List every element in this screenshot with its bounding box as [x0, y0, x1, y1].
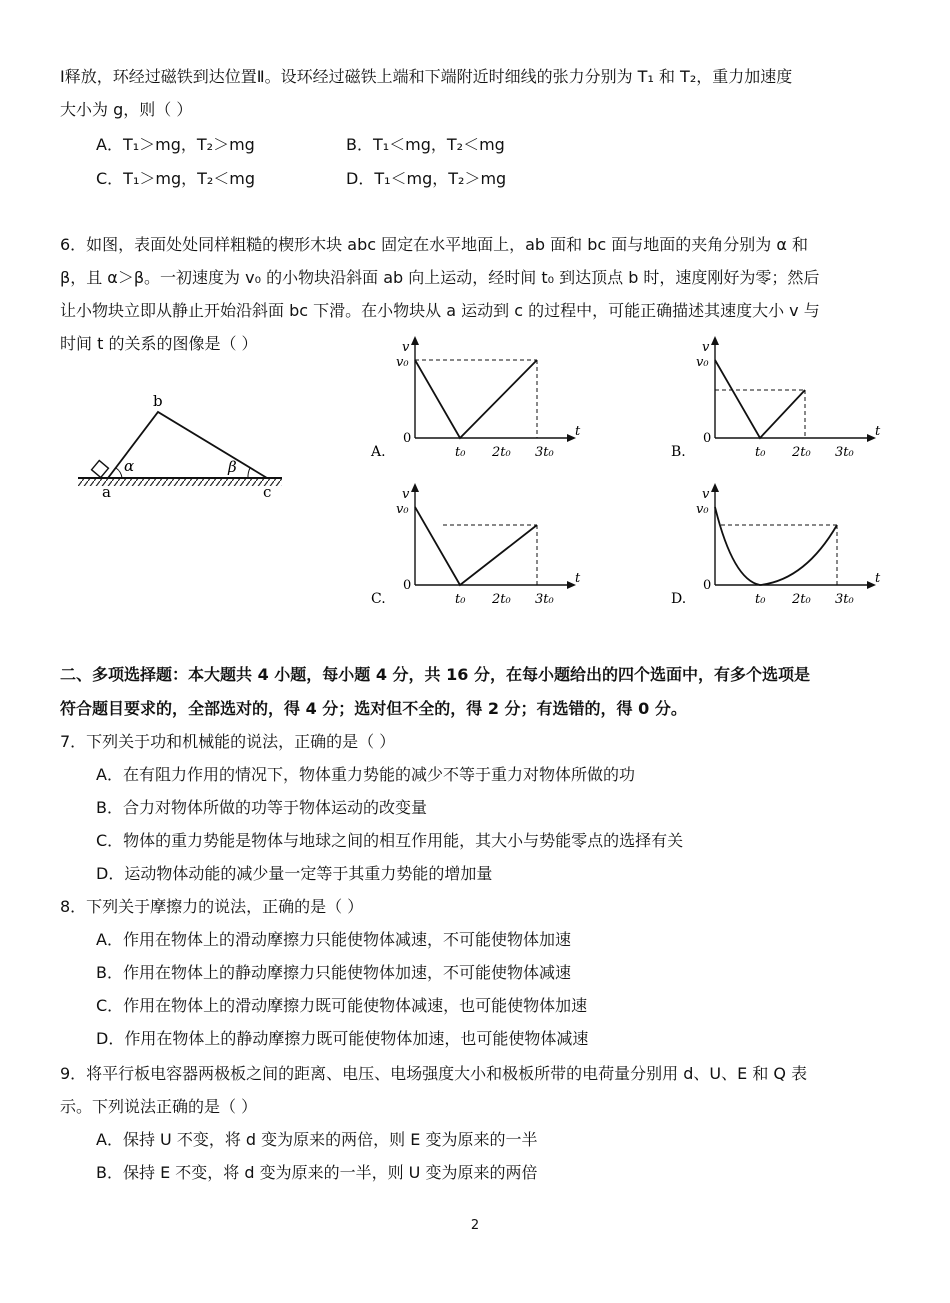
q5-option-d: D．T₁＜mg，T₂＞mg — [346, 169, 507, 188]
axis-v-label: v — [702, 340, 710, 355]
wedge-figure — [70, 385, 290, 505]
axis-t-label: t — [875, 424, 881, 439]
tick-2t0: 2t₀ — [492, 445, 511, 460]
graph-label: B. — [671, 444, 686, 460]
velocity-curve — [415, 507, 537, 585]
label-c: c — [263, 483, 272, 501]
small-block — [92, 461, 109, 478]
q8-option-a: A．作用在物体上的滑动摩擦力只能使物体减速，不可能使物体加速 — [96, 930, 571, 949]
tick-2t0: 2t₀ — [492, 592, 511, 607]
q5-text-line2: 大小为 g，则（ ） — [60, 100, 193, 119]
alpha-arc — [116, 468, 122, 478]
q8-option-b: B．作用在物体上的静动摩擦力只能使物体加速，不可能使物体减速 — [96, 963, 571, 982]
q8-stem: 8．下列关于摩擦力的说法，正确的是（ ） — [60, 897, 364, 916]
axis-v-label: v — [402, 487, 410, 502]
velocity-curve — [715, 507, 837, 585]
label-alpha: α — [124, 457, 135, 475]
section2-header-line1: 二、多项选择题：本大题共 4 小题，每小题 4 分，共 16 分，在每小题给出的四个选面中，有多个选项是 — [60, 665, 810, 684]
y-arrow — [411, 336, 419, 345]
y-arrow — [711, 483, 719, 492]
y-arrow — [711, 336, 719, 345]
q7-stem: 7．下列关于功和机械能的说法，正确的是（ ） — [60, 732, 396, 751]
tick-3t0: 3t₀ — [835, 445, 854, 460]
tick-2t0: 2t₀ — [792, 445, 811, 460]
q6-text-line2: β，且 α＞β。一初速度为 v₀ 的小物块沿斜面 ab 向上运动，经时间 t₀ 到达顶点 b 时，速度刚好为零；然后 — [60, 268, 820, 287]
q8-option-d: D．作用在物体上的静动摩擦力既可能使物体加速，也可能使物体减速 — [96, 1029, 589, 1048]
v0-label: v₀ — [396, 502, 409, 517]
graph-d — [665, 482, 890, 617]
tick-t0: t₀ — [455, 445, 466, 460]
origin-label: 0 — [403, 431, 412, 446]
axis-t-label: t — [575, 571, 581, 586]
axis-t-label: t — [875, 571, 881, 586]
q6-text-line3: 让小物块立即从静止开始沿斜面 bc 下滑。在小物块从 a 运动到 c 的过程中，可能正确描述其速度大小 v 与 — [60, 301, 820, 320]
tick-2t0: 2t₀ — [792, 592, 811, 607]
q6-text-line1: 6．如图，表面处处同样粗糙的楔形木块 abc 固定在水平地面上，ab 面和 bc 面与地面的夹角分别为 α 和 — [60, 235, 809, 254]
axis-v-label: v — [402, 340, 410, 355]
axis-v-label: v — [702, 487, 710, 502]
section2-header-line2: 符合题目要求的，全部选对的，得 4 分；选对但不全的，得 2 分；有选错的，得 0 分。 — [60, 699, 687, 718]
y-arrow — [411, 483, 419, 492]
label-beta: β — [228, 458, 237, 476]
graph-a — [365, 335, 590, 470]
tick-t0: t₀ — [455, 592, 466, 607]
q7-option-c: C．物体的重力势能是物体与地球之间的相互作用能，其大小与势能零点的选择有关 — [96, 831, 684, 850]
q6-text-line4: 时间 t 的关系的图像是（ ） — [60, 334, 258, 353]
tick-t0: t₀ — [755, 592, 766, 607]
graph-label: A. — [371, 444, 386, 460]
origin-label: 0 — [403, 578, 412, 593]
q5-option-b: B．T₁＜mg，T₂＜mg — [346, 135, 505, 154]
q7-option-a: A．在有阻力作用的情况下，物体重力势能的减少不等于重力对物体所做的功 — [96, 765, 635, 784]
q5-text-line1: Ⅰ释放，环经过磁铁到达位置Ⅱ。设环经过磁铁上端和下端附近时细线的张力分别为 T₁ 和 T₂，重力加速度 — [60, 67, 793, 86]
beta-arc — [248, 468, 250, 478]
v0-label: v₀ — [696, 355, 709, 370]
q5-option-a: A．T₁＞mg，T₂＞mg — [96, 135, 255, 154]
page-number: 2 — [470, 1218, 480, 1233]
q7-option-b: B．合力对物体所做的功等于物体运动的改变量 — [96, 798, 427, 817]
q5-option-c: C．T₁＞mg，T₂＜mg — [96, 169, 256, 188]
origin-label: 0 — [703, 431, 712, 446]
velocity-curve — [715, 360, 805, 438]
q9-option-b: B．保持 E 不变，将 d 变为原来的一半，则 U 变为原来的两倍 — [96, 1163, 538, 1182]
origin-label: 0 — [703, 578, 712, 593]
label-b: b — [153, 392, 163, 410]
label-a: a — [102, 483, 111, 501]
q7-option-d: D．运动物体动能的减少量一定等于其重力势能的增加量 — [96, 864, 493, 883]
q9-option-a: A．保持 U 不变，将 d 变为原来的两倍，则 E 变为原来的一半 — [96, 1130, 538, 1149]
axis-t-label: t — [575, 424, 581, 439]
graph-label: C. — [371, 591, 386, 607]
tick-3t0: 3t₀ — [835, 592, 854, 607]
graph-label: D. — [671, 591, 687, 607]
graph-b — [665, 335, 890, 470]
tick-t0: t₀ — [755, 445, 766, 460]
q9-text-line1: 9．将平行板电容器两极板之间的距离、电压、电场强度大小和极板所带的电荷量分别用 d、U、E 和 Q 表 — [60, 1064, 808, 1083]
graph-c — [365, 482, 590, 617]
q9-text-line2: 示。下列说法正确的是（ ） — [60, 1097, 258, 1116]
v0-label: v₀ — [396, 355, 409, 370]
q8-option-c: C．作用在物体上的滑动摩擦力既可能使物体减速，也可能使物体加速 — [96, 996, 588, 1015]
tick-3t0: 3t₀ — [535, 445, 554, 460]
velocity-curve — [415, 360, 537, 438]
v0-label: v₀ — [696, 502, 709, 517]
tick-3t0: 3t₀ — [535, 592, 554, 607]
